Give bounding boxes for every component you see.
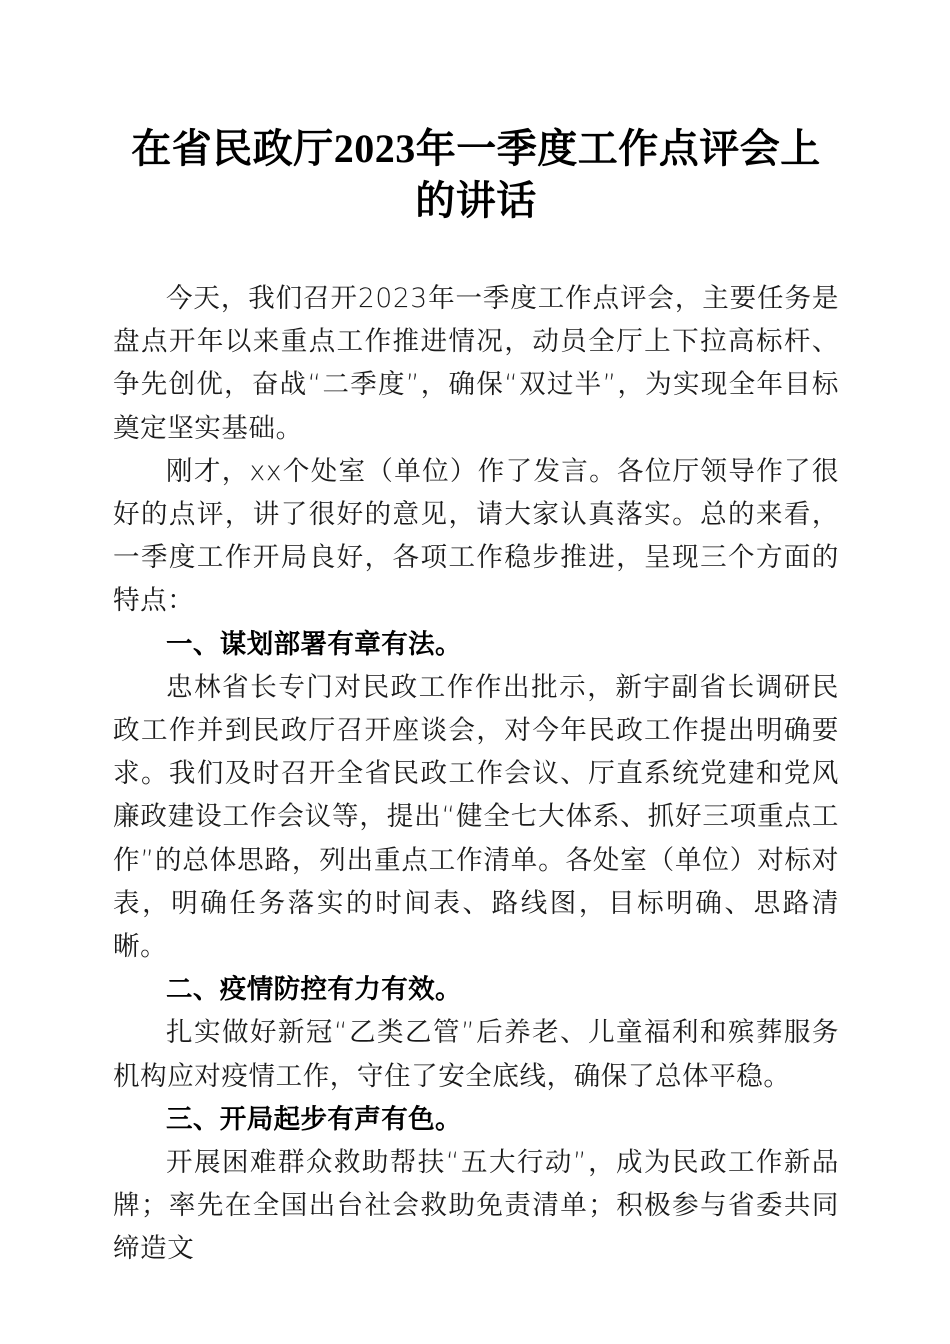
section-2-paragraph: 扎实做好新冠“乙类乙管”后养老、儿童福利和殡葬服务机构应对疫情工作，守住了安全底线，确保了总体平稳。 xyxy=(113,1017,839,1092)
section-heading-2: 二、疫情防控有力有效。 xyxy=(166,974,462,1005)
page-title: 在省民政厅2023年一季度工作点评会上的讲话 xyxy=(131,126,821,223)
section-3-paragraph: 开展困难群众救助帮扶“五大行动”，成为民政工作新品牌；率先在全国出台社会救助免责清单；积极参与省委共同缔造文 xyxy=(113,1147,839,1265)
document-body xyxy=(113,0,839,1271)
section-1-paragraph: 忠林省长专门对民政工作作出批示，新宇副省长调研民政工作并到民政厅召开座谈会，对今年民政工作提出明确要求。我们及时召开全省民政工作会议、厅直系统党建和党风廉政建设工作会议等，提出“健全七大体系、抓好三项重点工作”的总体思路，列出重点工作清单。各处室（单位）对标对表，明确任务落实的时间表、路线图，目标明确、思路清晰。 xyxy=(113,671,839,963)
section-heading-1: 一、谋划部署有章有法。 xyxy=(166,628,462,659)
section-heading-3: 三、开局起步有声有色。 xyxy=(166,1103,462,1134)
intro-paragraph-2: 刚才，xx个处室（单位）作了发言。各位厅领导作了很好的点评，讲了很好的意见，请大家认真落实。总的来看，一季度工作开局良好，各项工作稳步推进，呈现三个方面的特点： xyxy=(113,455,839,617)
intro-paragraph-1: 今天，我们召开2023年一季度工作点评会，主要任务是盘点开年以来重点工作推进情况，动员全厅上下拉高标杆、争先创优，奋战“二季度”，确保“双过半”，为实现全年目标奠定坚实基础。 xyxy=(113,283,839,444)
